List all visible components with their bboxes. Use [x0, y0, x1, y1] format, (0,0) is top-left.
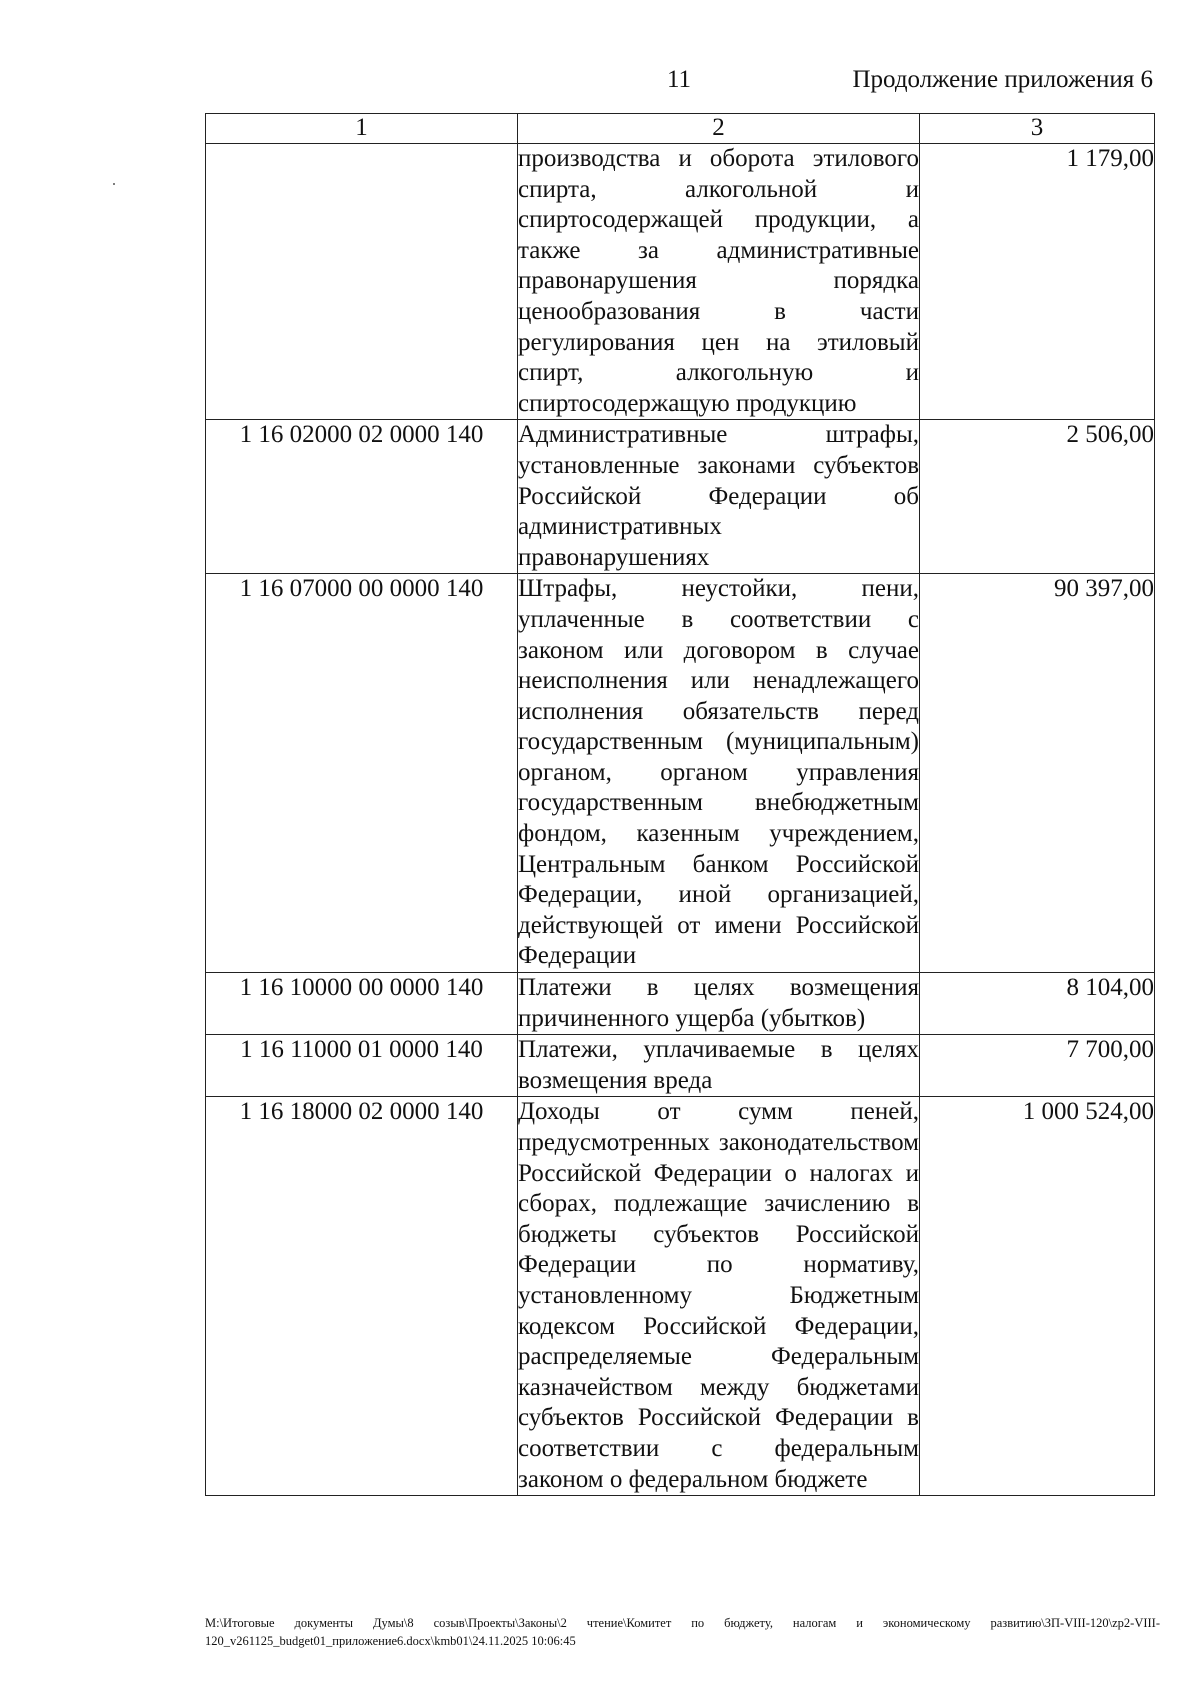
amount-cell: 90 397,00	[920, 574, 1155, 973]
column-header: 2	[518, 114, 920, 144]
budget-code-cell: 1 16 07000 00 0000 140	[206, 574, 518, 973]
amount-cell: 2 506,00	[920, 420, 1155, 574]
budget-code-cell	[206, 144, 518, 420]
document-file-path: M:\Итоговые документы Думы\8 созыв\Проекты\Законы\2 чтение\Комитет по бюджету, налогам и экономическому развитию\ЗП-VIII-120\zp2-VIII-120_v261125_budget01_приложение6.docx\kmb01\24.11.2025 10:06:45	[205, 1616, 1160, 1648]
scan-speck	[113, 183, 115, 185]
description-cell	[518, 973, 920, 1035]
table-row	[206, 420, 1155, 574]
description-cell	[518, 1035, 920, 1097]
description-text: Административные штрафы, установленные законами субъектов Российской Федерации об административных правонарушениях	[518, 421, 919, 571]
page-number: 11	[666, 66, 692, 93]
column-header: 1	[206, 114, 518, 144]
description-text: Штрафы, неустойки, пени, уплаченные в соответствии с законом или договором в случае неисполнения или ненадлежащего исполнения обязательств перед государственным (муниципальным) органом, органом управления государственным внебюджетным фондом, казенным учреждением, Центральным банком Российской Федерации, иной организацией, действующей от имени Российской Федерации	[518, 575, 919, 970]
description-text: Платежи в целях возмещения причиненного ущерба (убытков)	[518, 974, 919, 1032]
description-text: Доходы от сумм пеней, предусмотренных законодательством Российской Федерации о налогах и сборах, подлежащие зачислению в бюджеты субъектов Российской Федерации по нормативу, установленному Бюджетным кодексом Российской Федерации, распределяемые Федеральным казначейством между бюджетами субъектов Российской Федерации в соответствии с федеральным законом о федеральном бюджете	[518, 1098, 919, 1493]
budget-code-cell: 1 16 18000 02 0000 140	[206, 1097, 518, 1496]
column-header: 3	[920, 114, 1155, 144]
budget-table	[205, 113, 1155, 1496]
table-row	[206, 1097, 1155, 1496]
table-header-row	[206, 114, 1155, 144]
budget-code-cell: 1 16 02000 02 0000 140	[206, 420, 518, 574]
description-cell	[518, 574, 920, 973]
amount-cell: 7 700,00	[920, 1035, 1155, 1097]
amount-cell: 1 179,00	[920, 144, 1155, 420]
table-row	[206, 973, 1155, 1035]
page-header	[205, 66, 1153, 106]
table-row	[206, 574, 1155, 973]
budget-code-cell: 1 16 10000 00 0000 140	[206, 973, 518, 1035]
description-text: производства и оборота этилового спирта, алкогольной и спиртосодержащей продукции, а также за административные правонарушения порядка ценообразования в части регулирования цен на этиловый спирт, алкогольную и спиртосодержащую продукцию	[518, 145, 919, 417]
description-cell	[518, 144, 920, 420]
description-cell	[518, 420, 920, 574]
description-text: Платежи, уплачиваемые в целях возмещения вреда	[518, 1036, 919, 1094]
description-cell	[518, 1097, 920, 1496]
amount-cell: 8 104,00	[920, 973, 1155, 1035]
appendix-continuation-label: Продолжение приложения 6	[852, 66, 1153, 93]
amount-cell: 1 000 524,00	[920, 1097, 1155, 1496]
table-row	[206, 144, 1155, 420]
table-row	[206, 1035, 1155, 1097]
budget-code-cell: 1 16 11000 01 0000 140	[206, 1035, 518, 1097]
